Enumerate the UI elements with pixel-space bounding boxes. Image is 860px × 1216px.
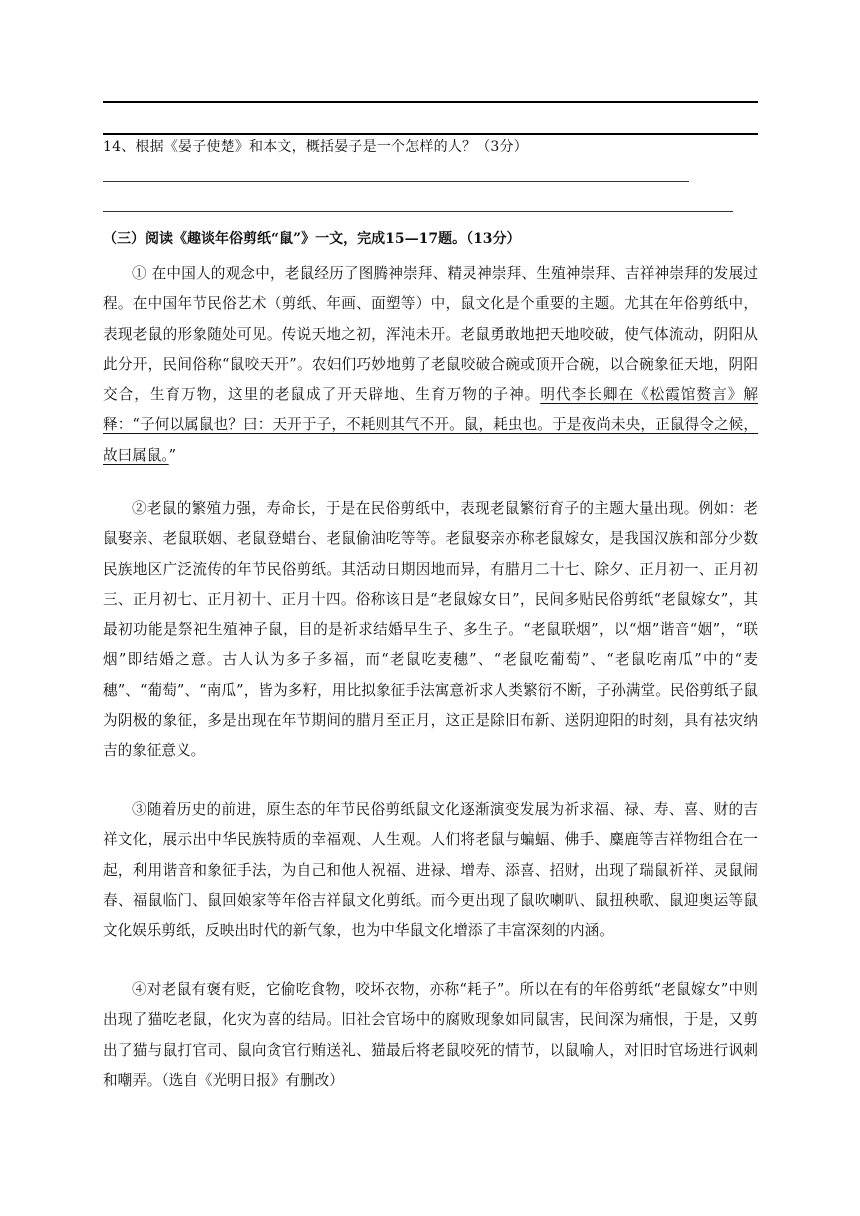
paragraph-1-end: ” (168, 446, 177, 464)
answer-line-1 (103, 181, 689, 182)
underlined-quote: 明代李长卿在《松霞馆赘言》解释：“子何以属鼠也？曰：天开于子，不耗则其气不开。鼠，耗虫也。于是夜尚未央，正鼠得令之候，故曰属鼠。 (103, 386, 758, 464)
paragraph-2: ②老鼠的繁殖力强，寿命长，于是在民俗剪纸中，表现老鼠繁衍育子的主题大量出现。例如：老鼠娶亲、老鼠联姻、老鼠登蜡台、老鼠偷油吃等等。老鼠娶亲亦称老鼠嫁女，是我国汉族和部分少数民族地区广泛流传的年节民俗剪纸。其活动日期因地而异，有腊月二十七、除夕、正月初一、正月初三、正月初七、正月初十、正月十四。俗称该日是“老鼠嫁女日”，民间多贴民俗剪纸“老鼠嫁女”，其最初功能是祭祀生殖神子鼠，目的是祈求结婚早生子、多生子。“老鼠联烟”，以“烟”谐音“姻”，“联烟”即结婚之意。古人认为多子多福，而“老鼠吃麦穗”、“老鼠吃葡萄”、“老鼠吃南瓜”中的“麦穗”、“葡萄”、“南瓜”，皆为多籽，用比拟象征手法寓意祈求人类繁衍不断，子孙满堂。民俗剪纸子鼠为阴极的象征，多是出现在年节期间的腊月至正月，这正是除旧布新、送阴迎阳的时刻，具有祛灾纳吉的象征意义。 (103, 500, 758, 760)
answer-line-2 (103, 211, 733, 212)
paragraph-3: ③随着历史的前进，原生态的年节民俗剪纸鼠文化逐渐演变发展为祈求福、禄、寿、喜、财的吉祥文化，展示出中华民族特质的幸福观、人生观。人们将老鼠与蝙蝠、佛手、麋鹿等吉祥物组合在一起，利用谐音和象征手法，为自己和他人祝福、进禄、增寿、添喜、招财，出现了瑞鼠祈祥、灵鼠闹春、福鼠临门、鼠回娘家等年俗吉祥鼠文化剪纸。而今更出现了鼠吹喇叭、鼠扭秧歌、鼠迎奥运等鼠文化娱乐剪纸，反映出时代的新气象，也为中华鼠文化增添了丰富深刻的内涵。 (103, 801, 758, 940)
paragraph-1 (103, 259, 758, 471)
paragraph-4: ④对老鼠有褒有贬，它偷吃食物，咬坏衣物，亦称“耗子”。所以在有的年俗剪纸“老鼠嫁女”中则出现了猫吃老鼠，化灾为喜的结局。旧社会官场中的腐败现象如同鼠害，民间深为痛恨，于是，又剪出了猫与鼠打官司、鼠向贪官行贿送礼、猫最后将老鼠咬死的情节，以鼠喻人，对旧时官场进行讽刺和嘲弄。（选自《光明日报》有删改） (103, 981, 758, 1089)
answer-line-thick-1 (103, 101, 758, 103)
paragraph-1-text: ① 在中国人的观念中，老鼠经历了图腾神崇拜、精灵神崇拜、生殖神崇拜、吉祥神崇拜的发展过程。在中国年节民俗艺术（剪纸、年画、面塑等）中，鼠文化是个重要的主题。尤其在年俗剪纸中，表现老鼠的形象随处可见。传说天地之初，浑沌未开。老鼠勇敢地把天地咬破，使气体流动，阴阳从此分开，民间俗称“鼠咬天开”。农妇们巧妙地剪了老鼠咬破合碗或顶开合碗，以合碗象征天地，阴阳交合，生育万物，这里的老鼠成了开天辟地、生育万物的子神。 (103, 265, 758, 404)
answer-line-thick-2 (103, 133, 758, 135)
section-heading: （三）阅读《趣谈年俗剪纸“鼠”》一文，完成15—17题。（13分） (103, 231, 521, 247)
question-14: 14、根据《晏子使楚》和本文，概括晏子是一个怎样的人？（3分） (103, 139, 528, 155)
